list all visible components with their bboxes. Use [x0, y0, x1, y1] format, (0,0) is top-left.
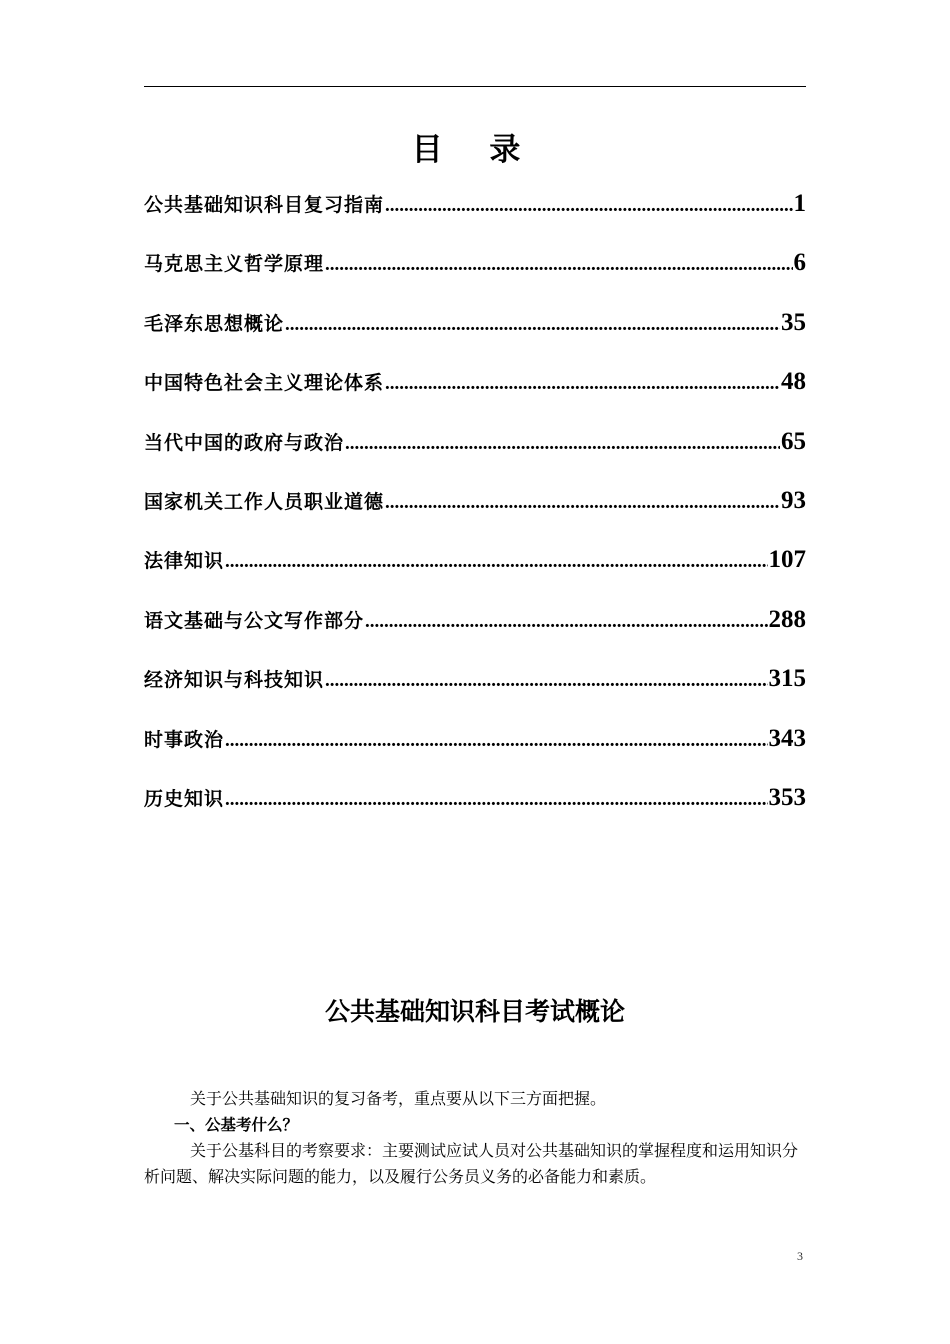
toc-leader-dots	[225, 730, 767, 752]
toc-leader-dots	[285, 314, 780, 336]
toc-entry-label: 公共基础知识科目复习指南	[144, 194, 385, 216]
toc-entry[interactable]	[144, 190, 806, 249]
toc-entry-page: 353	[768, 783, 806, 811]
section-body	[144, 1086, 806, 1190]
toc-entry-page: 288	[768, 605, 806, 633]
toc-leader-dots	[225, 789, 767, 811]
header-rule	[144, 86, 806, 87]
toc-leader-dots	[225, 551, 767, 573]
toc-entry-label: 语文基础与公文写作部分	[144, 609, 365, 632]
toc-entry-page: 107	[768, 546, 806, 574]
toc-entry-label: 中国特色社会主义理论体系	[144, 372, 385, 395]
toc-entry-label: 时事政治	[144, 728, 225, 751]
page-number: 3	[797, 1249, 803, 1263]
toc-entry[interactable]	[144, 725, 806, 784]
toc-leader-dots	[385, 195, 792, 217]
toc-entry-label: 法律知识	[144, 550, 225, 573]
body-paragraph: 关于公基科目的考察要求：主要测试应试人员对公共基础知识的掌握程度和运用知识分析问题、解决实际问题的能力，以及履行公务员义务的必备能力和素质。	[144, 1141, 799, 1186]
toc-entry-page: 1	[793, 190, 806, 217]
toc-title: 目 录	[411, 132, 539, 168]
toc-entry[interactable]	[144, 606, 806, 665]
toc-entry-page: 343	[768, 724, 806, 752]
toc-entry-label: 历史知识	[144, 787, 225, 810]
toc-leader-dots	[345, 433, 780, 455]
toc-entry[interactable]	[144, 368, 806, 427]
toc-entry-label: 毛泽东思想概论	[144, 312, 285, 335]
toc-leader-dots	[365, 611, 767, 633]
toc-entry-label: 经济知识与科技知识	[144, 669, 325, 692]
toc-entry[interactable]	[144, 249, 806, 308]
section-title: 公共基础知识科目考试概论	[324, 997, 625, 1026]
toc-entry[interactable]	[144, 546, 806, 605]
toc-entry[interactable]	[144, 309, 806, 368]
intro-paragraph: 关于公共基础知识的复习备考，重点要从以下三方面把握。	[190, 1089, 607, 1108]
toc-entry-page: 315	[768, 665, 806, 693]
toc-entry-page: 93	[781, 486, 806, 514]
toc-leader-dots	[385, 373, 780, 395]
toc-entry-label: 当代中国的政府与政治	[144, 431, 345, 454]
toc-leader-dots	[385, 492, 780, 514]
toc-entry-page: 6	[793, 249, 806, 277]
toc-entry-label: 马克思主义哲学原理	[144, 253, 325, 276]
toc-entry-label: 国家机关工作人员职业道德	[144, 490, 385, 513]
toc-entry[interactable]	[144, 428, 806, 487]
toc-entry[interactable]	[144, 784, 806, 843]
toc-leader-dots	[325, 670, 767, 692]
subheading: 一、公基考什么？	[174, 1116, 299, 1134]
toc-entry-page: 65	[781, 427, 806, 455]
table-of-contents	[144, 190, 806, 843]
toc-leader-dots	[325, 254, 792, 276]
toc-entry-page: 48	[781, 368, 806, 396]
toc-entry-page: 35	[781, 308, 806, 336]
toc-entry[interactable]	[144, 665, 806, 724]
toc-entry[interactable]	[144, 487, 806, 546]
